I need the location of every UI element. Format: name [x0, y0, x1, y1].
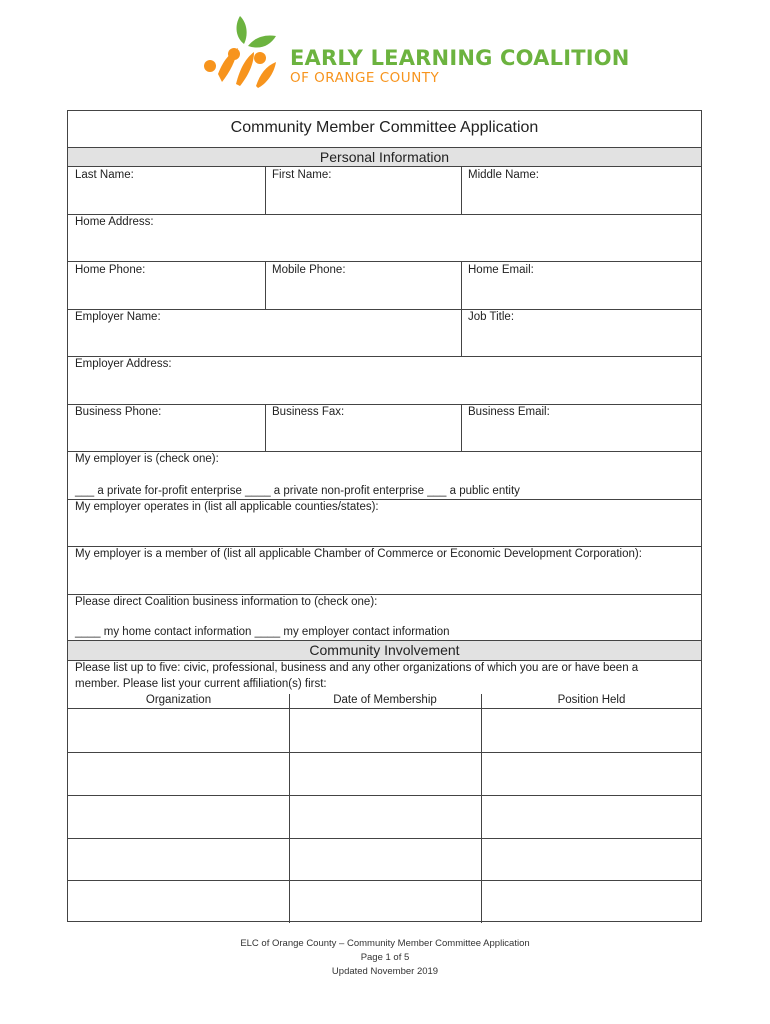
- employer-type-options: ___ a private for-profit enterprise ____ a private non-profit enterprise ___ a public entity: [75, 485, 520, 497]
- community-instructions-line1: Please list up to five: civic, professional, business and any other organizations of which you are or have been a: [75, 662, 639, 674]
- employer-type-label: My employer is (check one):: [75, 453, 219, 465]
- application-form: [67, 110, 702, 922]
- community-involvement-heading: Community Involvement: [68, 640, 701, 661]
- business-fax-label: Business Fax:: [272, 406, 345, 418]
- business-phone-label: Business Phone:: [75, 406, 162, 418]
- direct-info-options: ____ my home contact information ____ my employer contact information: [75, 626, 450, 638]
- logo-mark-icon: [198, 14, 290, 90]
- footer-page-number: Page 1 of 5: [360, 952, 410, 963]
- organization-logo: [198, 14, 630, 90]
- job-title-label: Job Title:: [468, 311, 515, 323]
- home-phone-label: Home Phone:: [75, 264, 146, 276]
- footer-title: ELC of Orange County – Community Member Committee Application: [240, 938, 530, 949]
- first-name-label: First Name:: [272, 169, 332, 181]
- community-instructions-line2: member. Please list your current affiliation(s) first:: [75, 678, 327, 690]
- personal-information-heading: Personal Information: [68, 147, 701, 167]
- column-header-date-of-membership: Date of Membership: [333, 694, 437, 706]
- logo-title: EARLY LEARNING COALITION: [290, 46, 630, 70]
- direct-info-label: Please direct Coalition business information to (check one):: [75, 596, 378, 608]
- business-email-label: Business Email:: [468, 406, 550, 418]
- middle-name-label: Middle Name:: [468, 169, 539, 181]
- employer-counties-label: My employer operates in (list all applicable counties/states):: [75, 501, 379, 513]
- column-header-position-held: Position Held: [557, 694, 626, 706]
- form-title: Community Member Committee Application: [230, 119, 539, 136]
- employer-name-label: Employer Name:: [75, 311, 161, 323]
- employer-address-label: Employer Address:: [75, 358, 172, 370]
- table-row: [68, 838, 701, 839]
- table-row: [68, 880, 701, 881]
- home-address-label: Home Address:: [75, 216, 154, 228]
- employer-member-label: My employer is a member of (list all applicable Chamber of Commerce or Economic Development Corporation):: [75, 548, 642, 560]
- last-name-label: Last Name:: [75, 169, 134, 181]
- mobile-phone-label: Mobile Phone:: [272, 264, 346, 276]
- home-email-label: Home Email:: [468, 264, 534, 276]
- column-header-organization: Organization: [145, 694, 212, 706]
- logo-subtitle: OF ORANGE COUNTY: [290, 70, 440, 86]
- table-row: [68, 752, 701, 753]
- table-row: [68, 795, 701, 796]
- footer-updated-date: Updated November 2019: [331, 966, 439, 977]
